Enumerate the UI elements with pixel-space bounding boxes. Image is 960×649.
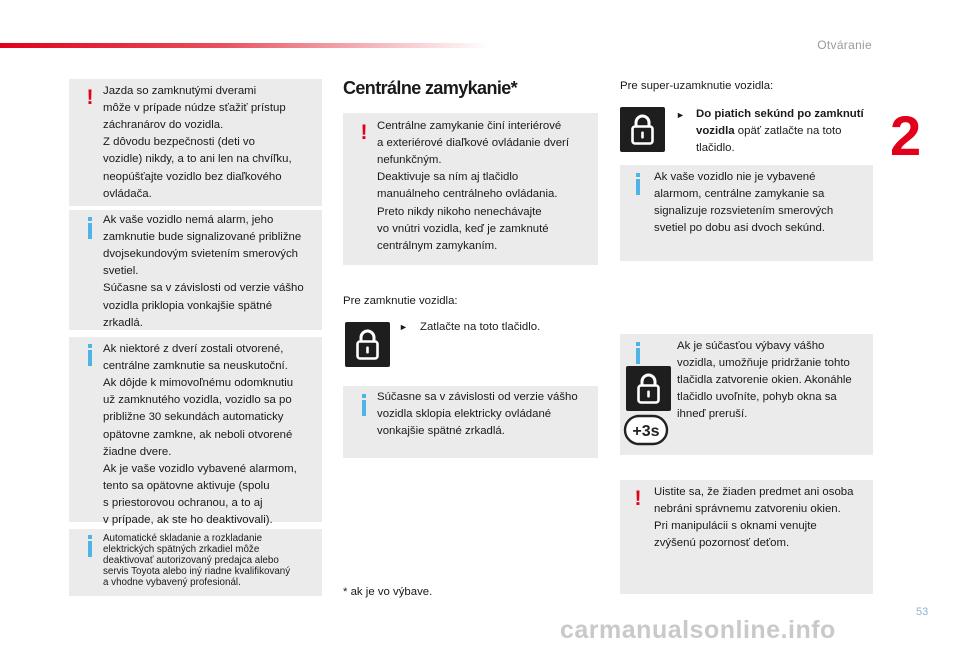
superlock-step-rest: opäť zatlačte na toto tlačidlo. [696, 125, 842, 155]
warning-icon: ! [360, 121, 368, 144]
info-mirrors-text: Automatické skladanie a rozkladanie elektrických spätných zrkadiel môže deaktivovať autorizovaný predajca alebo servis Toyota alebo iný riadne kvalifikovaný a vhodne vybavený profesionál. [103, 533, 291, 588]
lock-icon [356, 329, 379, 360]
info-icon [86, 535, 94, 557]
warning-child-text: Jazda so zamknutými dverami môže v prípade núdze sťažiť prístup záchranárov do vozidla. Z dôvodu bezpečnosti (deti vo vozidle) nikdy, a to ani len na chvíľku, neopúšťajte vozidlo bez diaľkového ovládača. [103, 85, 292, 200]
superlock-step-text [696, 106, 886, 157]
info-box-mirrors [69, 529, 322, 596]
warning-icon: ! [634, 487, 642, 510]
hold-3s-label: +3s [632, 423, 660, 440]
info-box-hold [620, 334, 873, 455]
hold-3s-icon [623, 414, 669, 446]
info-box-no-alarm [69, 210, 322, 330]
info-box-no-alarm-blink [620, 165, 873, 261]
bullet-arrow-icon: ► [676, 110, 685, 120]
lock-icon [631, 114, 654, 145]
info-hold-text: Ak je súčasťou výbavy vášho vozidla, umožňuje pridržanie tohto tlačidla zatvorenie okien. Akonáhle tlačidlo uvoľníte, pohyb okna sa ihneď preruší. [677, 340, 852, 421]
lock-button-hold [626, 366, 671, 411]
info-icon [86, 217, 94, 239]
info-doors-open-text: Ak niektoré z dverí zostali otvorené, centrálne zamknutie sa neuskutoční. Ak dôjde k mimovoľnému odomknutiu už zamknutého vozidla, vozidlo sa po približne 30 sekundách automaticky opätovne zamkne, ak neboli otvorené žiadne dvere. Ak je vaše vozidlo vybavené alarmom, tento sa opätovne aktivuje (spolu s priestorovou ochranou, a to aj v prípade, ak ste ho deaktivovali). [103, 343, 297, 527]
info-icon [86, 344, 94, 366]
info-box-doors-open [69, 337, 322, 527]
chapter-number: 2 [890, 104, 922, 167]
info-mirrors-fold-text: Súčasne sa v závislosti od verzie vášho vozidla sklopia elektricky ovládané vonkajšie spätné zrkadlá. [377, 391, 578, 438]
lock-intro: Pre zamknutie vozidla: [343, 295, 458, 307]
warning-box-child [69, 79, 322, 206]
lock-icon [637, 373, 660, 404]
superlock-intro: Pre super-uzamknutie vozidla: [620, 80, 774, 92]
page-title: Centrálne zamykanie* [343, 78, 518, 98]
info-no-alarm-text: Ak vaše vozidlo nemá alarm, jeho zamknutie bude signalizované približne dvojsekundovým svietením smerových svetiel. Súčasne sa v závislosti od verzie vášho vozidla priklopia vonkajšie spätné zrkadlá. [103, 214, 304, 329]
lock-step-text: Zatlačte na toto tlačidlo. [420, 321, 541, 333]
bullet-arrow-icon: ► [399, 322, 408, 332]
page-number: 53 [916, 606, 929, 618]
info-icon [360, 394, 368, 416]
warning-box-central [343, 113, 598, 265]
superlock-step-bold: Do piatich sekúnd po zamknutí vozidla [696, 108, 864, 138]
info-icon [634, 342, 642, 364]
warning-box-window [620, 480, 873, 594]
warning-central-text: Centrálne zamykanie činí interiérové a exteriérové diaľkové ovládanie dverí nefunkčným. Deaktivuje sa ním aj tlačidlo manuálneho centrálneho ovládania. Preto nikdy nikoho nenechávajte vo vnútri vozidla, keď je zamknuté centrálnym zamykaním. [377, 120, 570, 252]
info-box-mirrors-fold [343, 386, 598, 458]
lock-button [345, 322, 390, 367]
info-icon [634, 173, 642, 195]
superlock-button [620, 107, 665, 152]
info-no-alarm-blink-text: Ak vaše vozidlo nie je vybavené alarmom, centrálne zamykanie sa signalizuje rozsvietením smerových svetiel po dobu asi dvoch sekúnd. [654, 171, 834, 235]
header-accent-bar [0, 43, 490, 48]
watermark: carmanualsonline.info [560, 616, 836, 644]
footnote: * ak je vo výbave. [343, 586, 433, 598]
section-title: Otváranie [817, 38, 872, 52]
warning-icon: ! [86, 86, 94, 109]
warning-window-text: Uistite sa, že žiaden predmet ani osoba nebráni správnemu zatvoreniu okien. Pri manipulácii s oknami venujte zvýšenú pozornosť deťom. [654, 486, 854, 550]
